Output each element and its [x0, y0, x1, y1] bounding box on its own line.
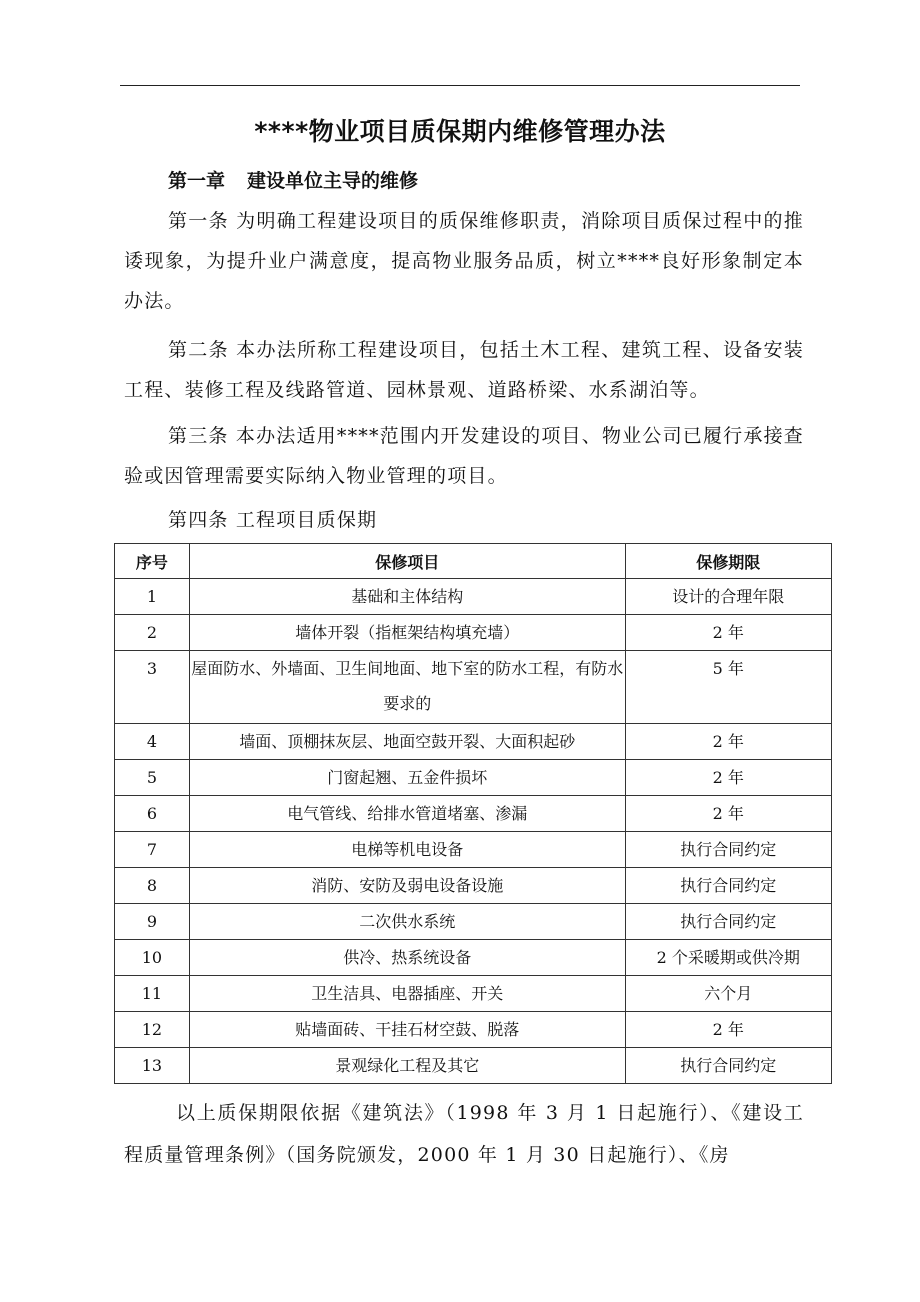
row-item: 门窗起翘、五金件损坏: [189, 760, 625, 796]
row-item: 屋面防水、外墙面、卫生间地面、地下室的防水工程，有防水要求的: [189, 651, 625, 724]
article-4: 第四条 工程项目质保期: [168, 509, 378, 531]
row-item: 供冷、热系统设备: [189, 940, 625, 976]
article-2: 第二条 本办法所称工程建设项目，包括土木工程、建筑工程、设备安装工程、装修工程及线路管道、园林景观、道路桥梁、水系湖泊等。: [124, 339, 804, 401]
table-header-row: [115, 544, 832, 579]
article-3: 第三条 本办法适用****范围内开发建设的项目、物业公司已履行承接查验或因管理需要实际纳入物业管理的项目。: [124, 425, 804, 487]
table-row: [115, 868, 832, 904]
header-rule: [120, 85, 800, 86]
row-item: 消防、安防及弱电设备设施: [189, 868, 625, 904]
chapter-name: 建设单位主导的维修: [247, 170, 419, 192]
row-period: 2 年: [625, 615, 831, 651]
table-row: [115, 615, 832, 651]
row-period: 2 年: [625, 796, 831, 832]
row-number: 2: [115, 615, 190, 651]
row-item: 基础和主体结构: [189, 579, 625, 615]
header-period: 保修期限: [625, 544, 831, 579]
table-row: [115, 724, 832, 760]
row-number: 3: [115, 651, 190, 724]
table-row: [115, 832, 832, 868]
row-period: 执行合同约定: [625, 868, 831, 904]
row-number: 7: [115, 832, 190, 868]
row-period: 执行合同约定: [625, 832, 831, 868]
row-item: 墙面、顶棚抹灰层、地面空鼓开裂、大面积起砂: [189, 724, 625, 760]
table-row: [115, 760, 832, 796]
row-number: 10: [115, 940, 190, 976]
table-row: [115, 1048, 832, 1084]
row-item: 二次供水系统: [189, 904, 625, 940]
table-row: [115, 976, 832, 1012]
row-period: 5 年: [625, 651, 831, 724]
row-item: 卫生洁具、电器插座、开关: [189, 976, 625, 1012]
row-period: 2 年: [625, 760, 831, 796]
table-row: [115, 796, 832, 832]
row-period: 执行合同约定: [625, 904, 831, 940]
row-number: 9: [115, 904, 190, 940]
table-row: [115, 1012, 832, 1048]
warranty-table: [114, 543, 832, 1084]
row-period: 2 个采暖期或供冷期: [625, 940, 831, 976]
chapter-number: 第一章: [168, 170, 226, 192]
row-item: 电梯等机电设备: [189, 832, 625, 868]
table-row: [115, 651, 832, 724]
table-row: [115, 579, 832, 615]
row-period: 2 年: [625, 1012, 831, 1048]
row-number: 13: [115, 1048, 190, 1084]
row-number: 5: [115, 760, 190, 796]
header-no: 序号: [115, 544, 190, 579]
row-period: 执行合同约定: [625, 1048, 831, 1084]
row-number: 1: [115, 579, 190, 615]
row-number: 6: [115, 796, 190, 832]
row-item: 景观绿化工程及其它: [189, 1048, 625, 1084]
chapter-heading: [168, 166, 418, 193]
row-number: 12: [115, 1012, 190, 1048]
row-period: 设计的合理年限: [625, 579, 831, 615]
table-body: [115, 579, 832, 1084]
row-number: 11: [115, 976, 190, 1012]
table-row: [115, 904, 832, 940]
row-period: 2 年: [625, 724, 831, 760]
row-item: 贴墙面砖、干挂石材空鼓、脱落: [189, 1012, 625, 1048]
closing-paragraph: 以上质保期限依据《建筑法》（1998 年 3 月 1 日起施行）、《建设工程质量管理条例》（国务院颁发，2000 年 1 月 30 日起施行）、《房: [124, 1102, 804, 1166]
header-item: 保修项目: [189, 544, 625, 579]
row-item: 电气管线、给排水管道堵塞、渗漏: [189, 796, 625, 832]
article-1: 第一条 为明确工程建设项目的质保维修职责，消除项目质保过程中的推诿现象，为提升业户满意度，提高物业服务品质，树立****良好形象制定本办法。: [124, 210, 804, 312]
row-period: 六个月: [625, 976, 831, 1012]
row-number: 8: [115, 868, 190, 904]
row-number: 4: [115, 724, 190, 760]
document-title: ****物业项目质保期内维修管理办法: [254, 117, 666, 146]
table-row: [115, 940, 832, 976]
row-item: 墙体开裂（指框架结构填充墙）: [189, 615, 625, 651]
